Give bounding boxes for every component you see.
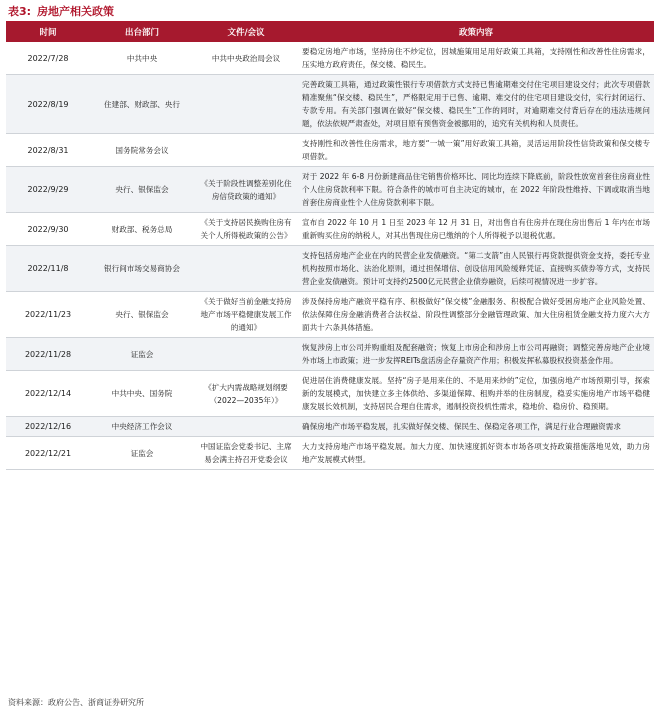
table-row: [6, 338, 654, 371]
row-department: 证监会: [90, 338, 194, 371]
row-date: 2022/9/29: [6, 167, 90, 213]
header-document: 文件/会议: [194, 22, 298, 42]
row-content: 恢复涉房上市公司并购重组及配套融资；恢复上市房企和涉房上市公司再融资；调整完善房地产企业境外市场上市政策；进一步发挥REITs盘活房企存量资产作用；积极发挥私募股权投资基金作用。: [298, 338, 654, 371]
row-document: 中共中央政治局会议: [194, 42, 298, 75]
table-row: [6, 75, 654, 134]
table-number: 表3:: [8, 5, 32, 18]
row-document: [194, 75, 298, 134]
row-content: 对于 2022 年 6-8 月份新建商品住宅销售价格环比、同比均连续下降底前，阶段性放宽首套住房商业性个人住房贷款利率下限。符合条件的城市可自主决定的城市，在 2022 年阶段性维持、下调或取消当地首套住房商业性个人住房贷款利率下限。: [298, 167, 654, 213]
row-document: 《关于做好当前金融支持房地产市场平稳健康发展工作的通知》: [194, 292, 298, 338]
table-caption: [8, 3, 120, 19]
row-content: 宣布自 2022 年 10 月 1 日至 2023 年 12 月 31 日，对出售自有住房并在现住房出售后 1 年内在市场重新购买住房的纳税人，对其出售现住房已缴纳的个人所得税予以退税优惠。: [298, 213, 654, 246]
row-content: 涉及保持房地产融资平稳有序、积极做好“保交楼”金融服务、积极配合做好受困房地产企业风险处置、依法保障住房金融消费者合法权益、阶段性调整部分金融管理政策、加大住房租赁金融支持力度六大方面共十六条具体措施。: [298, 292, 654, 338]
row-date: 2022/12/14: [6, 371, 90, 417]
row-department: 中共中央: [90, 42, 194, 75]
row-department: 证监会: [90, 437, 194, 470]
row-department: 中央经济工作会议: [90, 417, 194, 437]
table-row: [6, 134, 654, 167]
row-document: [194, 134, 298, 167]
row-document: [194, 338, 298, 371]
policy-table: [6, 22, 654, 470]
table-row: [6, 437, 654, 470]
row-date: 2022/11/28: [6, 338, 90, 371]
table-row: [6, 371, 654, 417]
row-date: 2022/7/28: [6, 42, 90, 75]
table-row: [6, 417, 654, 437]
row-department: 中共中央、国务院: [90, 371, 194, 417]
row-date: 2022/12/21: [6, 437, 90, 470]
row-document: [194, 246, 298, 292]
source-note: 资料来源：政府公告、浙商证券研究所: [8, 698, 144, 707]
row-date: 2022/11/8: [6, 246, 90, 292]
row-department: 央行、银保监会: [90, 292, 194, 338]
row-department: 财政部、税务总局: [90, 213, 194, 246]
row-document: 中国证监会党委书记、主席易会满主持召开党委会议: [194, 437, 298, 470]
table-row: [6, 167, 654, 213]
row-content: 支持包括房地产企业在内的民营企业发债融资。“第二支箭”由人民银行再贷款提供资金支持，委托专业机构按照市场化、法治化原则，通过担保增信、创设信用风险缓释凭证、直接购买债券等方式，支持民营企业发债融资。预计可支持约2500亿元民营企业债券融资，后续可视情况进一步扩容。: [298, 246, 654, 292]
row-document: 《关于阶段性调整差别化住房信贷政策的通知》: [194, 167, 298, 213]
table-row: [6, 246, 654, 292]
table-row: [6, 42, 654, 75]
row-content: 大力支持房地产市场平稳发展。加大力度、加快速度抓好资本市场各项支持政策措施落地见效，助力房地产发展模式转型。: [298, 437, 654, 470]
header-date: 时间: [6, 22, 90, 42]
row-content: 要稳定房地产市场，坚持房住不炒定位，因城施策用足用好政策工具箱，支持刚性和改善性住房需求，压实地方政府责任，保交楼、稳民生。: [298, 42, 654, 75]
header-content: 政策内容: [298, 22, 654, 42]
table-header-row: [6, 22, 654, 42]
row-content: 确保房地产市场平稳发展，扎实做好保交楼、保民生、保稳定各项工作，满足行业合理融资需求: [298, 417, 654, 437]
header-department: 出台部门: [90, 22, 194, 42]
row-department: 银行间市场交易商协会: [90, 246, 194, 292]
row-date: 2022/8/19: [6, 75, 90, 134]
row-content: 促进居住消费健康发展。坚持“房子是用来住的、不是用来炒的”定位，加强房地产市场预期引导，探索新的发展模式，加快建立多主体供给、多渠道保障、租购并举的住房制度，稳妥实施房地产市场平稳健康发展长效机制，支持居民合理自住需求，遏制投资投机性需求，稳地价、稳房价、稳预期。: [298, 371, 654, 417]
row-date: 2022/11/23: [6, 292, 90, 338]
table-title: 房地产相关政策: [37, 5, 115, 18]
row-date: 2022/12/16: [6, 417, 90, 437]
row-document: 《扩大内需战略规划纲要（2022—2035年）》: [194, 371, 298, 417]
row-department: 住建部、财政部、央行: [90, 75, 194, 134]
row-content: 支持刚性和改善性住房需求，地方要“一城一策”用好政策工具箱，灵活运用阶段性信贷政策和保交楼专项借款。: [298, 134, 654, 167]
table-row: [6, 213, 654, 246]
row-content: 完善政策工具箱，通过政策性银行专项借款方式支持已售逾期难交付住宅项目建设交付；此次专项借款精准聚焦“保交楼、稳民生”，严格限定用于已售、逾期、难交付的住宅项目建设交付，实行封闭运行、专款专用。有关部门强调在做好“保交楼、稳民生”工作的同时，对逾期难交付背后存在的违法违规问题，依法依规严肃查处，对项目原有预售资金被挪用的，追究有关机构和人员责任。: [298, 75, 654, 134]
table-row: [6, 292, 654, 338]
row-department: 央行、银保监会: [90, 167, 194, 213]
row-document: 《关于支持居民换购住房有关个人所得税政策的公告》: [194, 213, 298, 246]
row-document: [194, 417, 298, 437]
row-date: 2022/9/30: [6, 213, 90, 246]
row-date: 2022/8/31: [6, 134, 90, 167]
row-department: 国务院常务会议: [90, 134, 194, 167]
